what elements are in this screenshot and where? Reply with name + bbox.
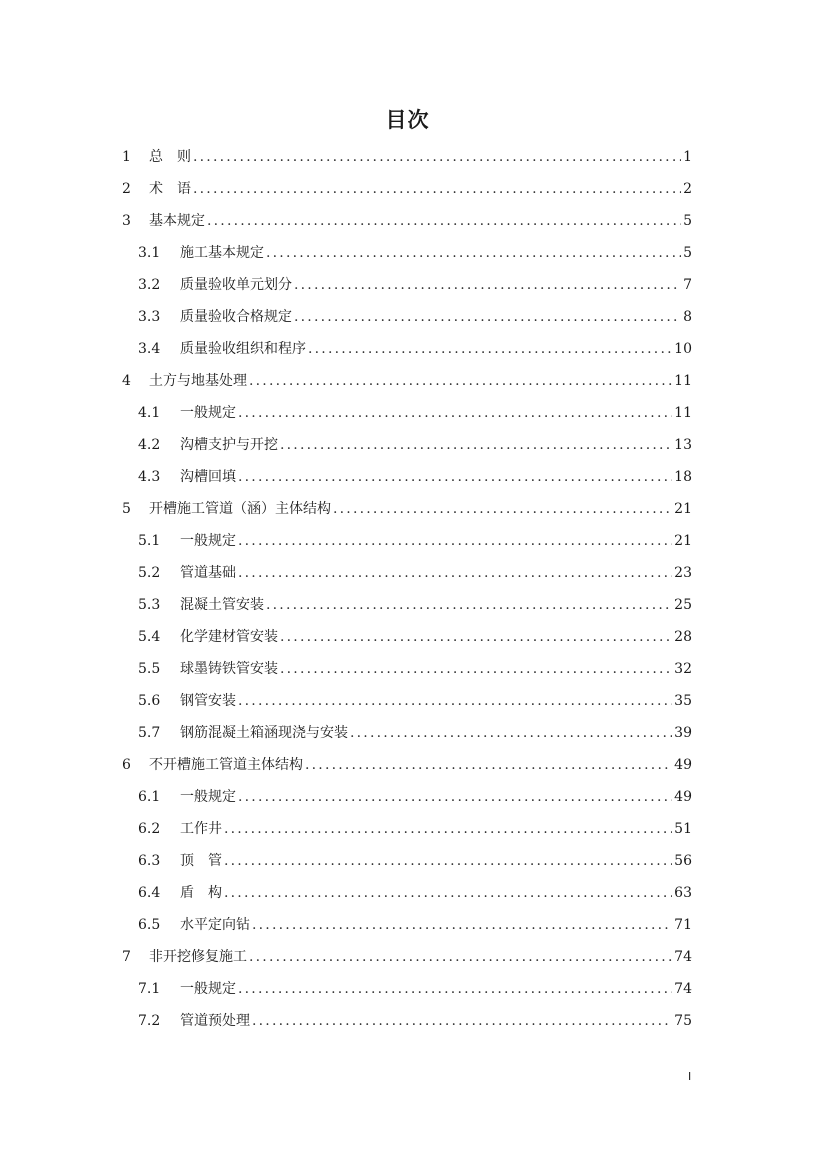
toc-dot-leader bbox=[238, 781, 672, 813]
toc-entry-label: 钢管安装 bbox=[180, 693, 236, 709]
toc-entry-label: 基本规定 bbox=[149, 213, 205, 229]
toc-entry-label: 管道预处理 bbox=[180, 1013, 250, 1029]
toc-dot-leader bbox=[294, 269, 681, 301]
toc-dot-leader bbox=[238, 461, 672, 493]
toc-entry-label: 沟槽支护与开挖 bbox=[180, 437, 278, 453]
toc-entry-number: 7 bbox=[122, 949, 131, 965]
toc-entry-number: 3.2 bbox=[138, 277, 161, 293]
toc-entry-label: 一般规定 bbox=[180, 405, 236, 421]
toc-dot-leader bbox=[249, 365, 672, 397]
toc-entry-label: 施工基本规定 bbox=[180, 245, 264, 261]
toc-entry-label: 水平定向钻 bbox=[180, 917, 250, 933]
toc-entry[interactable] bbox=[122, 877, 692, 909]
toc-dot-leader bbox=[249, 941, 672, 973]
toc-entry-label: 一般规定 bbox=[180, 789, 236, 805]
toc-entry-label: 顶 管 bbox=[180, 853, 222, 869]
toc-entry-number: 7.2 bbox=[138, 1013, 161, 1029]
toc-entry-number: 3 bbox=[122, 213, 131, 229]
toc-entry[interactable] bbox=[122, 589, 692, 621]
toc-entry-page: 10 bbox=[674, 341, 692, 357]
toc-entry[interactable] bbox=[122, 845, 692, 877]
toc-entry[interactable] bbox=[122, 685, 692, 717]
toc-entry[interactable] bbox=[122, 941, 692, 973]
toc-entry[interactable] bbox=[122, 909, 692, 941]
toc-entry-page: 74 bbox=[674, 949, 692, 965]
toc-entry-number: 5.1 bbox=[138, 533, 161, 549]
toc-entry-number: 4.3 bbox=[138, 469, 161, 485]
toc-entry-number: 2 bbox=[122, 181, 131, 197]
toc-title: 目次 bbox=[385, 108, 430, 132]
toc-dot-leader bbox=[193, 141, 681, 173]
toc-entry-page: 63 bbox=[674, 885, 692, 901]
toc-entry-number: 3.1 bbox=[138, 245, 161, 261]
toc-dot-leader bbox=[280, 653, 672, 685]
toc-entry-page: 5 bbox=[683, 213, 692, 229]
toc-entry-label: 总 则 bbox=[149, 149, 191, 165]
toc-entry-number: 5.6 bbox=[138, 693, 161, 709]
toc-entry-page: 21 bbox=[674, 501, 692, 517]
toc-entry-page: 23 bbox=[674, 565, 692, 581]
toc-entry-label: 非开挖修复施工 bbox=[149, 949, 247, 965]
toc-entry[interactable] bbox=[122, 493, 692, 525]
toc-entry-label: 钢筋混凝土箱涵现浇与安装 bbox=[180, 725, 348, 741]
toc-entry[interactable] bbox=[122, 525, 692, 557]
toc-entry[interactable] bbox=[122, 781, 692, 813]
toc-entry-page: 11 bbox=[674, 405, 692, 421]
toc-entry-number: 5.7 bbox=[138, 725, 161, 741]
toc-entry[interactable] bbox=[122, 173, 692, 205]
toc-entry-page: 32 bbox=[674, 661, 692, 677]
toc-entry[interactable] bbox=[122, 397, 692, 429]
toc-entry-page: 7 bbox=[683, 277, 692, 293]
toc-dot-leader bbox=[350, 717, 672, 749]
toc-entry[interactable] bbox=[122, 237, 692, 269]
toc-entry-label: 质量验收单元划分 bbox=[180, 277, 292, 293]
toc-dot-leader bbox=[224, 845, 672, 877]
toc-entry-page: 8 bbox=[683, 309, 692, 325]
toc-entry-number: 4 bbox=[122, 373, 131, 389]
toc-entry-label: 一般规定 bbox=[180, 981, 236, 997]
toc-entry-label: 球墨铸铁管安装 bbox=[180, 661, 278, 677]
toc-entry-label: 混凝土管安装 bbox=[180, 597, 264, 613]
toc-dot-leader bbox=[280, 429, 672, 461]
toc-entry[interactable] bbox=[122, 717, 692, 749]
toc-entry-label: 术 语 bbox=[149, 181, 191, 197]
toc-dot-leader bbox=[266, 589, 672, 621]
toc-entry-page: 21 bbox=[674, 533, 692, 549]
toc-entry-number: 1 bbox=[122, 149, 131, 165]
toc-entry-number: 6.4 bbox=[138, 885, 161, 901]
toc-entry-label: 不开槽施工管道主体结构 bbox=[149, 757, 303, 773]
toc-entry-page: 2 bbox=[683, 181, 692, 197]
toc-entry[interactable] bbox=[122, 813, 692, 845]
toc-entry-number: 5.3 bbox=[138, 597, 161, 613]
toc-entry-number: 6.1 bbox=[138, 789, 161, 805]
toc-entry[interactable] bbox=[122, 557, 692, 589]
toc-dot-leader bbox=[294, 301, 681, 333]
toc-entry-number: 5 bbox=[122, 501, 131, 517]
toc-dot-leader bbox=[224, 813, 672, 845]
toc-entry-label: 工作井 bbox=[180, 821, 222, 837]
toc-entry-label: 质量验收合格规定 bbox=[180, 309, 292, 325]
toc-dot-leader bbox=[238, 397, 672, 429]
toc-dot-leader bbox=[252, 909, 672, 941]
toc-entry[interactable] bbox=[122, 269, 692, 301]
toc-dot-leader bbox=[238, 525, 672, 557]
toc-entry[interactable] bbox=[122, 333, 692, 365]
toc-dot-leader bbox=[193, 173, 681, 205]
toc-entry[interactable] bbox=[122, 653, 692, 685]
toc-entry-label: 质量验收组织和程序 bbox=[180, 341, 306, 357]
toc-dot-leader bbox=[238, 685, 672, 717]
toc-dot-leader bbox=[224, 877, 672, 909]
toc-entry[interactable] bbox=[122, 1005, 692, 1037]
toc-entry-page: 75 bbox=[674, 1013, 692, 1029]
toc-entry[interactable] bbox=[122, 749, 692, 781]
toc-entry-number: 6.5 bbox=[138, 917, 161, 933]
toc-entry[interactable] bbox=[122, 973, 692, 1005]
toc-entry[interactable] bbox=[122, 461, 692, 493]
toc-entry[interactable] bbox=[122, 205, 692, 237]
toc-entry-number: 5.4 bbox=[138, 629, 161, 645]
toc-entry-page: 49 bbox=[674, 789, 692, 805]
toc-entry[interactable] bbox=[122, 365, 692, 397]
toc-entry-page: 51 bbox=[674, 821, 692, 837]
toc-entry-label: 一般规定 bbox=[180, 533, 236, 549]
toc-dot-leader bbox=[266, 237, 681, 269]
toc-entry-label: 管道基础 bbox=[180, 565, 236, 581]
toc-entry-page: 1 bbox=[683, 149, 692, 165]
toc-entry-number: 5.2 bbox=[138, 565, 161, 581]
toc-entry-label: 盾 构 bbox=[180, 885, 222, 901]
toc-entry-page: 11 bbox=[674, 373, 692, 389]
toc-entry-page: 71 bbox=[674, 917, 692, 933]
toc-entry-page: 5 bbox=[683, 245, 692, 261]
toc-entry-number: 6.2 bbox=[138, 821, 161, 837]
toc-dot-leader bbox=[305, 749, 672, 781]
toc-entry-label: 开槽施工管道（涵）主体结构 bbox=[149, 501, 331, 517]
page-number-footer: I bbox=[688, 1070, 692, 1083]
toc-entry-number: 6 bbox=[122, 757, 131, 773]
toc-entry-page: 56 bbox=[674, 853, 692, 869]
toc-entry-label: 土方与地基处理 bbox=[149, 373, 247, 389]
toc-entry[interactable] bbox=[122, 301, 692, 333]
toc-entry-page: 18 bbox=[674, 469, 692, 485]
toc-entry-page: 25 bbox=[674, 597, 692, 613]
toc-entry-number: 3.4 bbox=[138, 341, 161, 357]
toc-entry-number: 4.2 bbox=[138, 437, 161, 453]
toc-entry-label: 化学建材管安装 bbox=[180, 629, 278, 645]
toc-entry-page: 35 bbox=[674, 693, 692, 709]
toc-entry-page: 74 bbox=[674, 981, 692, 997]
toc-dot-leader bbox=[280, 621, 672, 653]
toc-dot-leader bbox=[238, 557, 672, 589]
toc-entry-page: 13 bbox=[674, 437, 692, 453]
toc-entry-page: 28 bbox=[674, 629, 692, 645]
toc-entry-number: 7.1 bbox=[138, 981, 161, 997]
toc-entry-number: 5.5 bbox=[138, 661, 161, 677]
toc-entry-page: 49 bbox=[674, 757, 692, 773]
toc-entry-page: 39 bbox=[674, 725, 692, 741]
toc-entry-label: 沟槽回填 bbox=[180, 469, 236, 485]
toc-entry-number: 3.3 bbox=[138, 309, 161, 325]
toc-dot-leader bbox=[207, 205, 681, 237]
toc-dot-leader bbox=[308, 333, 672, 365]
toc-entry[interactable] bbox=[122, 429, 692, 461]
toc-entry-number: 6.3 bbox=[138, 853, 161, 869]
toc-list bbox=[122, 141, 692, 1037]
toc-entry[interactable] bbox=[122, 621, 692, 653]
toc-entry[interactable] bbox=[122, 141, 692, 173]
toc-dot-leader bbox=[333, 493, 672, 525]
toc-dot-leader bbox=[252, 1005, 672, 1037]
toc-entry-number: 4.1 bbox=[138, 405, 161, 421]
toc-dot-leader bbox=[238, 973, 672, 1005]
